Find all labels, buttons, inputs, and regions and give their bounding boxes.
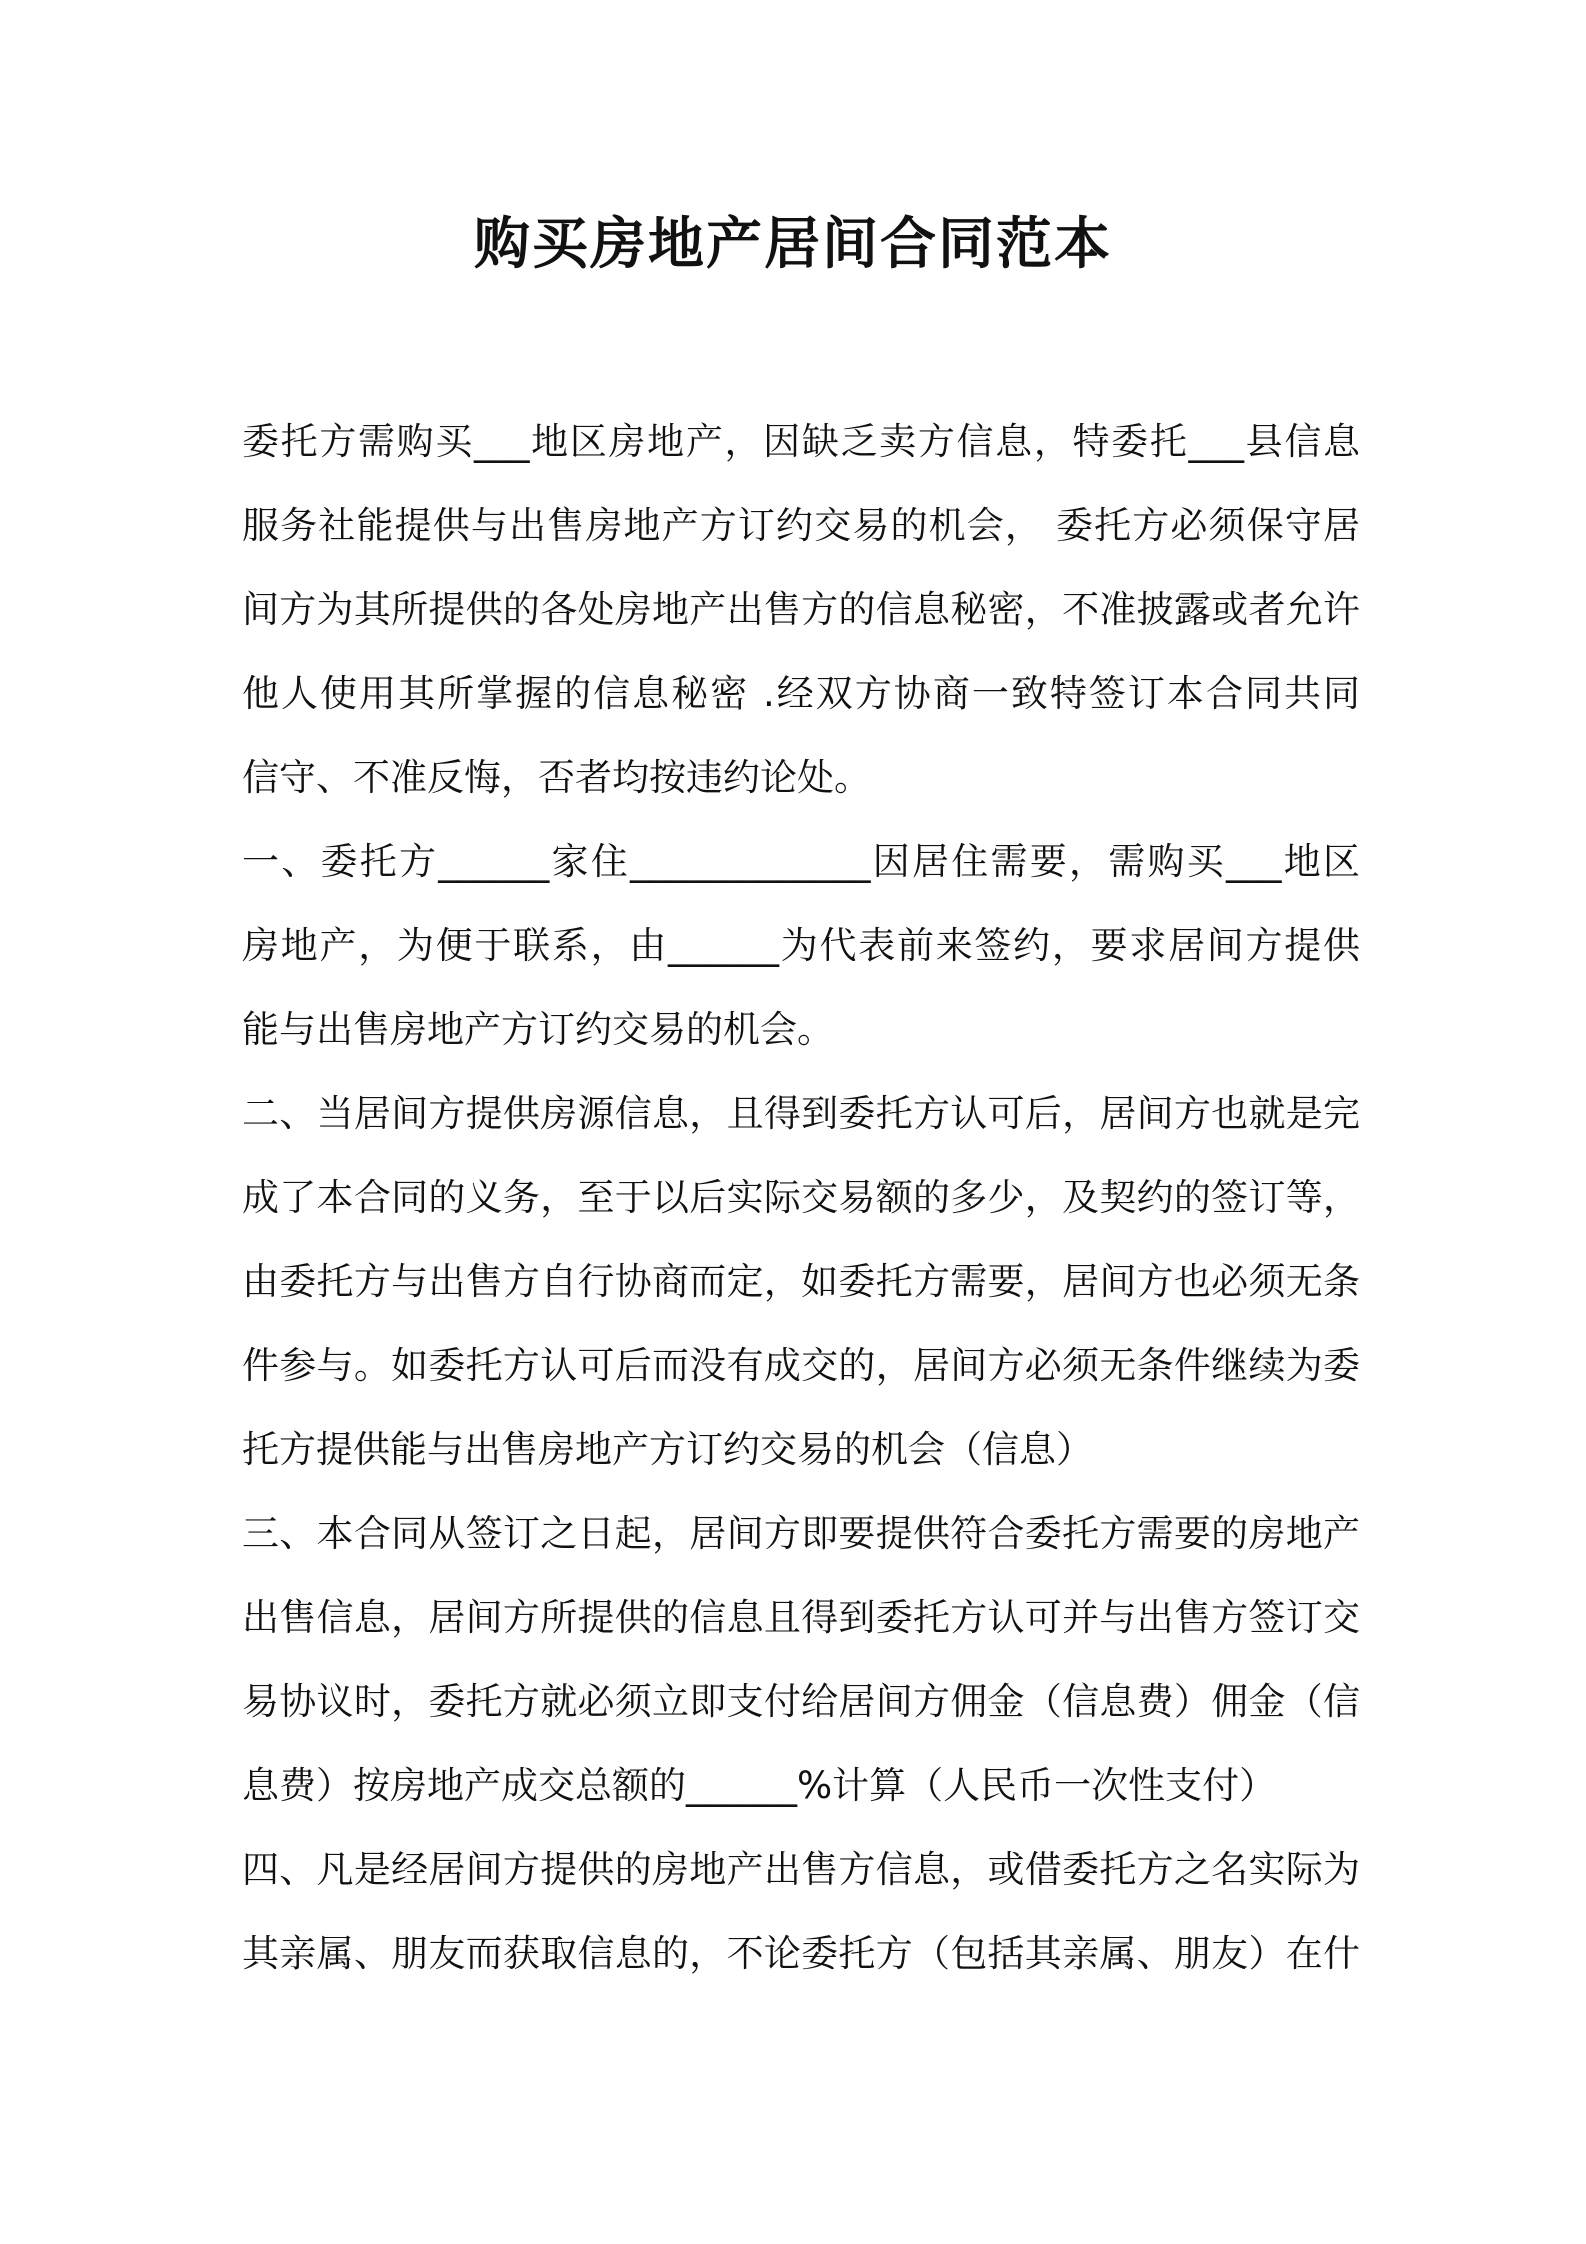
text-line: 他人使用其所掌握的信息秘密 .经双方协商一致特签订本合同共同 <box>242 672 1360 715</box>
text-line: 四、凡是经居间方提供的房地产出售方信息，或借委托方之名实际为 <box>242 1848 1360 1891</box>
text-line: 能与出售房地产方订约交易的机会。 <box>242 1008 834 1051</box>
text-line: 出售信息，居间方所提供的信息且得到委托方认可并与出售方签订交 <box>242 1596 1360 1639</box>
text-line: 服务社能提供与出售房地产方订约交易的机会， 委托方必须保守居 <box>242 504 1360 547</box>
text-line: 一、委托方______家住_____________因居住需要，需购买___地区 <box>242 840 1360 883</box>
text-line: 托方提供能与出售房地产方订约交易的机会（信息） <box>242 1428 1093 1471</box>
text-line: 房地产，为便于联系，由______为代表前来签约，要求居间方提供 <box>242 924 1360 967</box>
text-line: 件参与。如委托方认可后而没有成交的，居间方必须无条件继续为委 <box>242 1344 1360 1387</box>
document-title: 购买房地产居间合同范本 <box>474 212 1112 277</box>
text-line: 信守、不准反悔，否者均按违约论处。 <box>242 756 871 799</box>
text-line: 息费）按房地产成交总额的______%计算（人民币一次性支付） <box>242 1764 1277 1807</box>
text-line: 委托方需购买___地区房地产，因缺乏卖方信息，特委托___县信息 <box>242 420 1360 463</box>
text-line: 由委托方与出售方自行协商而定，如委托方需要，居间方也必须无条 <box>242 1260 1360 1303</box>
text-line: 成了本合同的义务，至于以后实际交易额的多少，及契约的签订等， <box>242 1176 1360 1219</box>
text-line: 易协议时，委托方就必须立即支付给居间方佣金（信息费）佣金（信 <box>242 1680 1360 1723</box>
text-line: 其亲属、朋友而获取信息的，不论委托方（包括其亲属、朋友）在什 <box>242 1932 1360 1975</box>
document-body <box>242 400 1360 1996</box>
text-line: 间方为其所提供的各处房地产出售方的信息秘密，不准披露或者允许 <box>242 588 1360 631</box>
text-line: 二、当居间方提供房源信息，且得到委托方认可后，居间方也就是完 <box>242 1092 1360 1135</box>
text-line: 三、本合同从签订之日起，居间方即要提供符合委托方需要的房地产 <box>242 1512 1360 1555</box>
